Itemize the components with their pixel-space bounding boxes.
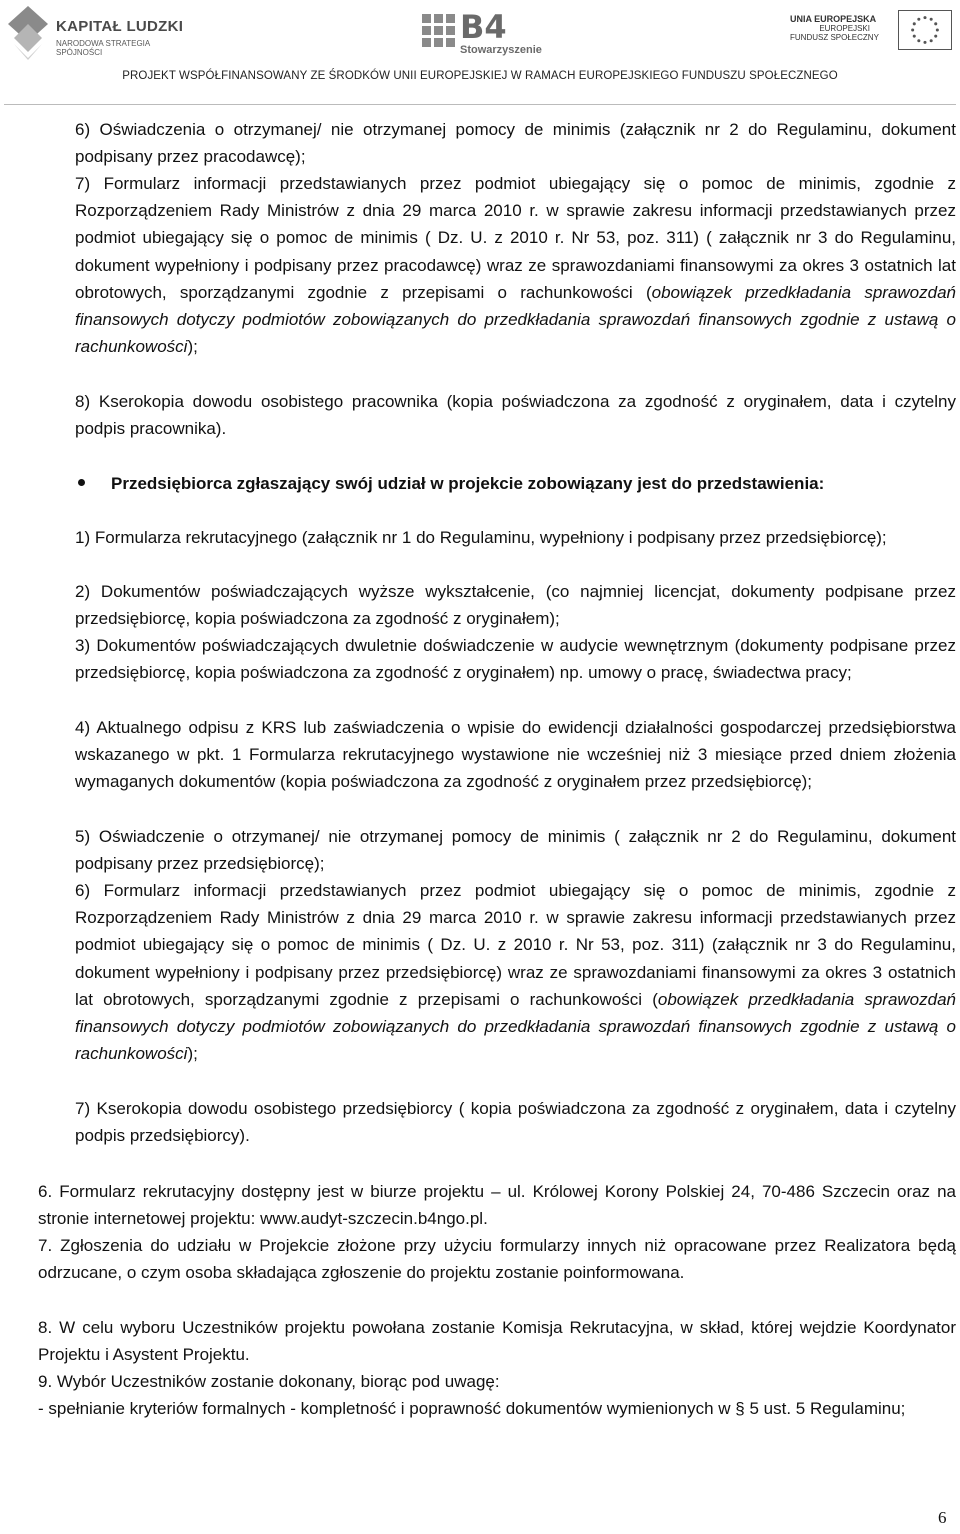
entrepreneur-item-6-end: ); [187, 1044, 198, 1064]
section-6: 6. Formularz rekrutacyjny dostępny jest w biurze projektu – ul. Królowej Korony Polskiej 24, 70-486 Szczecin oraz na stronie internetowej projektu: www.audyt-szczecin.b4ngo.pl. [38, 1182, 956, 1229]
employer-item-7-end: ); [187, 337, 198, 357]
b4-mark-icon [420, 10, 458, 58]
eu-line-1: UNIA EUROPEJSKA [790, 14, 877, 24]
eu-line-3: FUNDUSZ SPOŁECZNY [790, 33, 879, 42]
entrepreneur-item-6 [75, 877, 956, 1067]
kapital-ludzki-title: KAPITAŁ LUDZKI [56, 18, 184, 35]
kapital-ludzki-mark-icon [6, 4, 50, 62]
b4-title: B4 [460, 8, 507, 46]
section-9: 9. Wybór Uczestników zostanie dokonany, biorąc pod uwagę: [38, 1372, 500, 1391]
section-7: 7. Zgłoszenia do udziału w Projekcie złożone przy użyciu formularzy innych niż opracowane przez Realizatora będą odrzucane, o czym osoba składająca zgłoszenie do projektu zostanie poinformowana. [38, 1236, 956, 1283]
section-9-item: - spełnianie kryteriów formalnych - kompletność i poprawność dokumentów wymienionych w § 5 ust. 5 Regulaminu; [38, 1399, 906, 1418]
entrepreneur-item-6-text: 6) Formularz informacji przedstawianych przez podmiot ubiegający się o pomoc de minimis, zgodnie z Rozporządzeniem Rady Ministrów z dnia 29 marca 2010 r. w sprawie zakresu informacji przedstawianych przez podmiot ubiegający się o pomoc de minimis ( Dz. U. z 2010 r. Nr 53, poz. 311) (załącznik nr 3 do Regulaminu, dokument wypełniony i podpisany przez przedsiębiorcę) wraz ze sprawozdaniami finansowymi za okres 3 ostatnich lat obrotowych, sporządzanymi zgodnie z przepisami o rachunkowości ( [75, 881, 956, 1009]
employer-item-6: 6) Oświadczenia o otrzymanej/ nie otrzymanej pomocy de minimis (załącznik nr 2 do Regulaminu, dokument podpisany przez pracodawcę); [75, 120, 956, 167]
entrepreneur-item-4: 4) Aktualnego odpisu z KRS lub zaświadczenia o wpisie do ewidencji działalności gospodarczej przedsiębiorstwa wskazanego w pkt. 1 Formularza rekrutacyjnego wystawione nie wcześniej niż 3 miesiące przed dniem złożenia wymaganych dokumentów (kopia poświadczona za zgodność z oryginałem przez przedsiębiorcę); [75, 718, 956, 792]
employer-item-7 [75, 170, 956, 360]
bullet-heading: Przedsiębiorca zgłaszający swój udział w projekcie zobowiązany jest do przedstawienia: [111, 474, 825, 493]
page-header [0, 0, 960, 96]
entrepreneur-item-1: 1) Formularza rekrutacyjnego (załącznik nr 1 do Regulaminu, wypełniony i podpisany przez przedsiębiorcę); [75, 528, 887, 547]
entrepreneur-item-2: 2) Dokumentów poświadczających wyższe wykształcenie, (co najmniej licencjat, dokumenty podpisane przez przedsiębiorcę, kopia poświadczona za zgodność z oryginałem); [75, 582, 956, 629]
employer-item-8: 8) Kserokopia dowodu osobistego pracownika (kopia poświadczona za zgodność z oryginałem, data i czytelny podpis pracownika). [75, 392, 956, 439]
eu-line-2: EUROPEJSKI [819, 24, 870, 33]
kapital-ludzki-logo [6, 4, 196, 62]
entrepreneur-item-6-italic: obowiązek przedkładania sprawozdań finansowych dotyczy podmiotów zobowiązanych do przedkładania sprawozdań finansowych zgodnie z ustawą o rachunkowości [75, 989, 956, 1064]
eu-flag-icon [898, 10, 952, 50]
bullet-icon [78, 479, 85, 486]
entrepreneur-item-5: 5) Oświadczenie o otrzymanej/ nie otrzymanej pomocy de minimis ( załącznik nr 2 do Regulaminu, dokument podpisany przez przedsiębiorcę); [75, 827, 956, 874]
section-8: 8. W celu wyboru Uczestników projektu powołana zostanie Komisja Rekrutacyjna, w skład, której wejdzie Koordynator Projektu i Asystent Projektu. [38, 1318, 956, 1365]
b4-logo [420, 8, 542, 62]
page-number: 6 [938, 1508, 947, 1527]
header-divider [4, 104, 956, 105]
employer-item-7-text: 7) Formularz informacji przedstawianych przez podmiot ubiegający się o pomoc de minimis, zgodnie z Rozporządzeniem Rady Ministrów z dnia 29 marca 2010 r. w sprawie zakresu informacji przedstawianych przez podmiot ubiegający się o pomoc de minimis ( Dz. U. z 2010 r. Nr 53, poz. 311) ( załącznik nr 3 do Regulaminu, dokument wypełniony i podpisany przez pracodawcę) wraz ze sprawozdaniami finansowymi za okres 3 ostatnich lat obrotowych, sporządzanymi zgodnie z przepisami o rachunkowości ( [75, 174, 956, 302]
entrepreneur-item-3: 3) Dokumentów poświadczających dwuletnie doświadczenie w audycie wewnętrznym (dokumenty podpisane przez przedsiębiorcę, kopia poświadczona za zgodność z oryginałem) np. umowy o pracę, świadectwa pracy; [75, 636, 956, 683]
project-cofinancing-line: PROJEKT WSPÓŁFINANSOWANY ZE ŚRODKÓW UNII EUROPEJSKIEJ W RAMACH EUROPEJSKIEGO FUNDUSZU SPOŁECZNEGO [122, 70, 838, 82]
eu-logo [784, 10, 954, 60]
b4-subtitle: Stowarzyszenie [460, 44, 542, 56]
kapital-ludzki-subtitle: NARODOWA STRATEGIA SPÓJNOŚCI [56, 39, 150, 57]
entrepreneur-item-7: 7) Kserokopia dowodu osobistego przedsiębiorcy ( kopia poświadczona za zgodność z oryginałem, data i czytelny podpis przedsiębiorcy). [75, 1099, 956, 1146]
employer-item-7-italic: obowiązek przedkładania sprawozdań finansowych dotyczy podmiotów zobowiązanych do przedkładania sprawozdań finansowych zgodnie z ustawą o rachunkowości [75, 282, 956, 357]
